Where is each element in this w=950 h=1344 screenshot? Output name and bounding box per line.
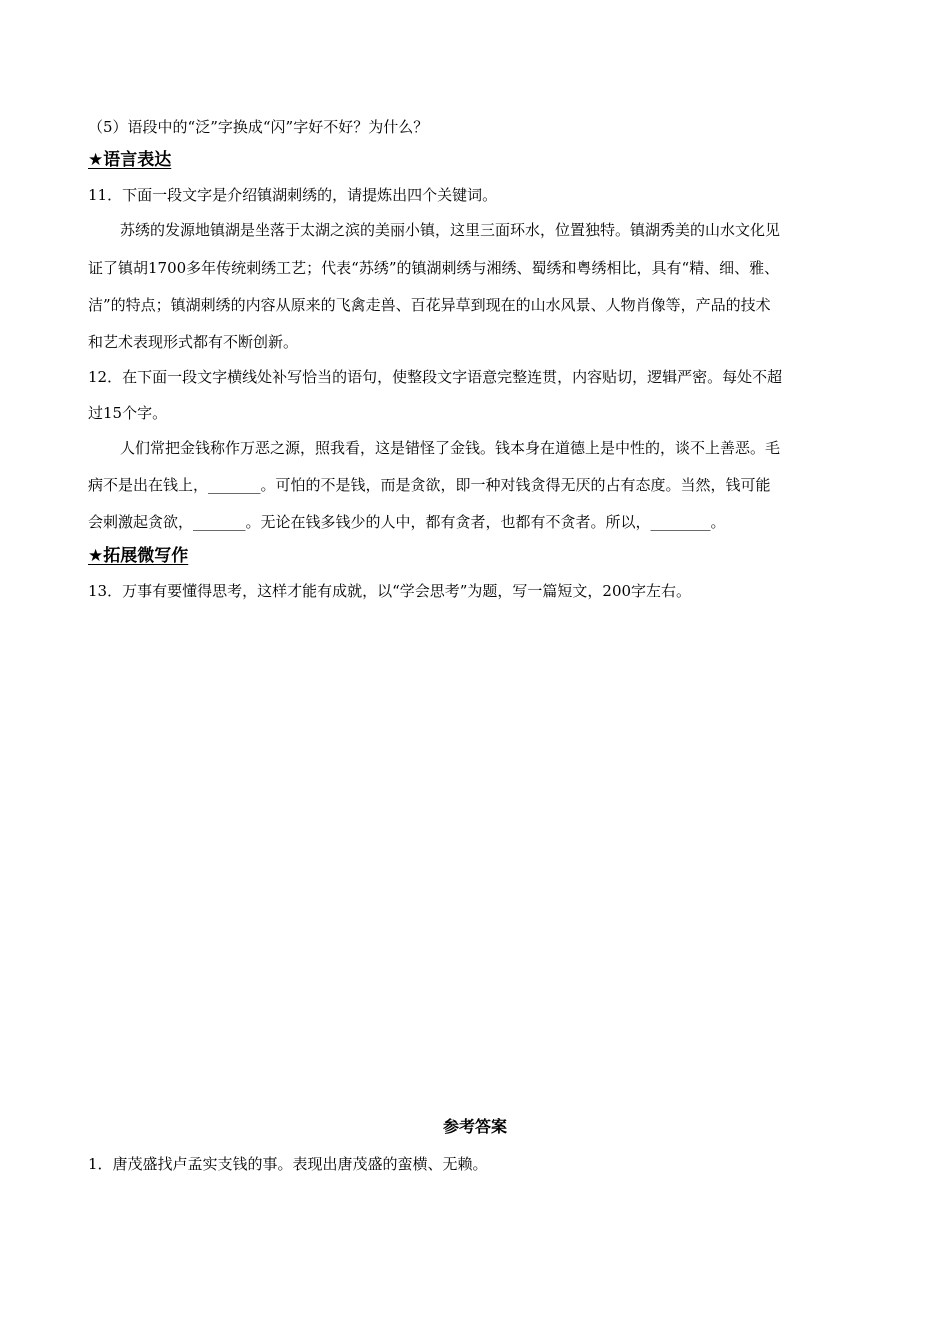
passage-line: 人们常把金钱称作万恶之源，照我看，这是错怪了金钱。钱本身在道德上是中性的，谈不上善恶。毛 <box>120 439 781 457</box>
answer-1: 1．唐茂盛找卢孟实支钱的事。表现出唐茂盛的蛮横、无赖。 <box>88 1155 488 1173</box>
passage-line: 苏绣的发源地镇湖是坐落于太湖之滨的美丽小镇，这里三面环水，位置独特。镇湖秀美的山水文化见 <box>120 221 781 239</box>
answers-title: 参考答案 <box>442 1117 507 1136</box>
section-heading-language: ★语言表达 <box>88 150 172 170</box>
passage-line: 洁”的特点；镇湖刺绣的内容从原来的飞禽走兽、百花异草到现在的山水风景、人物肖像等，产品的技术 <box>88 296 771 314</box>
passage-line: 会刺激起贪欲，_______。无论在钱多钱少的人中，都有贪者，也都有不贪者。所以，________。 <box>88 513 726 531</box>
question-10-part-5: （5）语段中的“泛”字换成“闪”字好不好？为什么？ <box>88 118 429 136</box>
prompt-line: 过15个字。 <box>88 404 168 422</box>
prompt-line: 12．在下面一段文字横线处补写恰当的语句，使整段文字语意完整连贯，内容贴切，逻辑严密。每处不超 <box>88 368 783 386</box>
passage-line: 病不是出在钱上，_______。可怕的不是钱，而是贪欲，即一种对钱贪得无厌的占有态度。当然，钱可能 <box>88 476 771 494</box>
question-11-prompt: 11．下面一段文字是介绍镇湖刺绣的，请提炼出四个关键词。 <box>88 186 498 204</box>
passage-line: 证了镇胡1700多年传统刺绣工艺；代表“苏绣”的镇湖刺绣与湘绣、蜀绣和粤绣相比，具有“精、细、雅、 <box>88 259 780 277</box>
passage-line: 和艺术表现形式都有不断创新。 <box>88 333 299 351</box>
question-13-prompt: 13．万事有要懂得思考，这样才能有成就，以“学会思考”为题，写一篇短文，200字左右。 <box>88 582 692 600</box>
section-heading-writing: ★拓展微写作 <box>88 546 189 566</box>
